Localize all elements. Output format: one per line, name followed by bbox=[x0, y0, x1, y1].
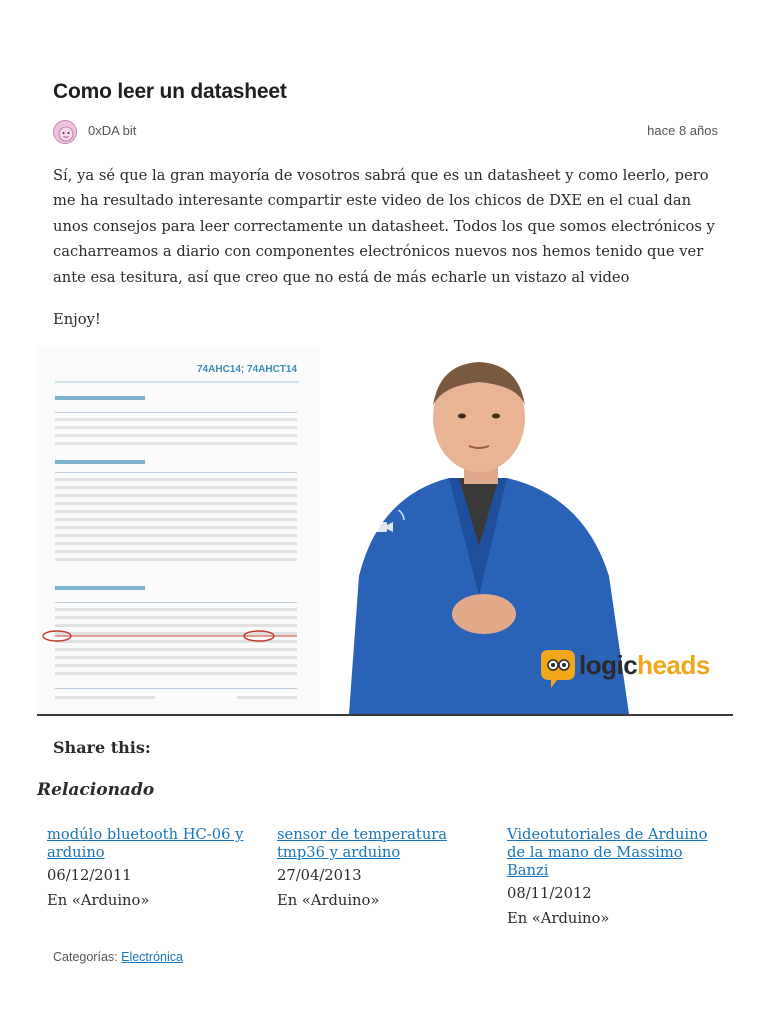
post-enjoy: Enjoy! bbox=[53, 311, 101, 328]
related-item-date: 08/11/2012 bbox=[507, 885, 592, 902]
related-item-link[interactable]: sensor de temperatura tmp36 y arduino bbox=[277, 826, 448, 861]
related-item-link[interactable]: Videotutoriales de Arduino de la mano de Massimo Banzi bbox=[507, 826, 708, 879]
video-camera-icon[interactable] bbox=[370, 510, 410, 542]
post-meta bbox=[53, 120, 718, 144]
post-title: Como leer un datasheet bbox=[53, 80, 287, 103]
author-avatar[interactable] bbox=[53, 120, 77, 144]
logicheads-logo bbox=[537, 644, 721, 692]
related-item bbox=[277, 826, 492, 911]
video-datasheet-thumbnail bbox=[37, 346, 319, 714]
categories-label: Categorías: bbox=[53, 950, 118, 964]
related-item-date: 27/04/2013 bbox=[277, 867, 362, 884]
post-body: Sí, ya sé que la gran mayoría de vosotros sabrá que es un datasheet y como leerlo, pero me ha resultado interesante compartir este video de los chicos de DXE en el cual dan unos consejos para leer correctamente un datasheet. Todos los que somos electrónicos y cacharreamos a diario con componentes electrónicos nuevos nos hemos tenido que ver ante esa tesitura, así que creo que no está de más echarle un vistazo al video bbox=[53, 167, 715, 286]
logo-text-logic: logic bbox=[579, 650, 638, 680]
related-item-category: En «Arduino» bbox=[277, 892, 380, 909]
post-date[interactable]: hace 8 años bbox=[647, 123, 718, 138]
video-player[interactable] bbox=[37, 346, 733, 716]
related-item bbox=[47, 826, 262, 911]
share-heading: Share this: bbox=[53, 738, 151, 757]
related-heading: Relacionado bbox=[37, 780, 155, 800]
video-doc-title: 74AHC14; 74AHCT14 bbox=[197, 364, 298, 375]
related-item-link[interactable]: modúlo bluetooth HC-06 y arduino bbox=[47, 826, 244, 861]
logo-text-heads: heads bbox=[637, 650, 710, 680]
related-item-date: 06/12/2011 bbox=[47, 867, 132, 884]
category-link-electronica[interactable]: Electrónica bbox=[121, 950, 183, 964]
post-categories bbox=[53, 950, 183, 964]
related-item-category: En «Arduino» bbox=[47, 892, 150, 909]
author-name[interactable]: 0xDA bit bbox=[88, 123, 137, 138]
related-item bbox=[507, 826, 722, 929]
related-item-category: En «Arduino» bbox=[507, 910, 610, 927]
